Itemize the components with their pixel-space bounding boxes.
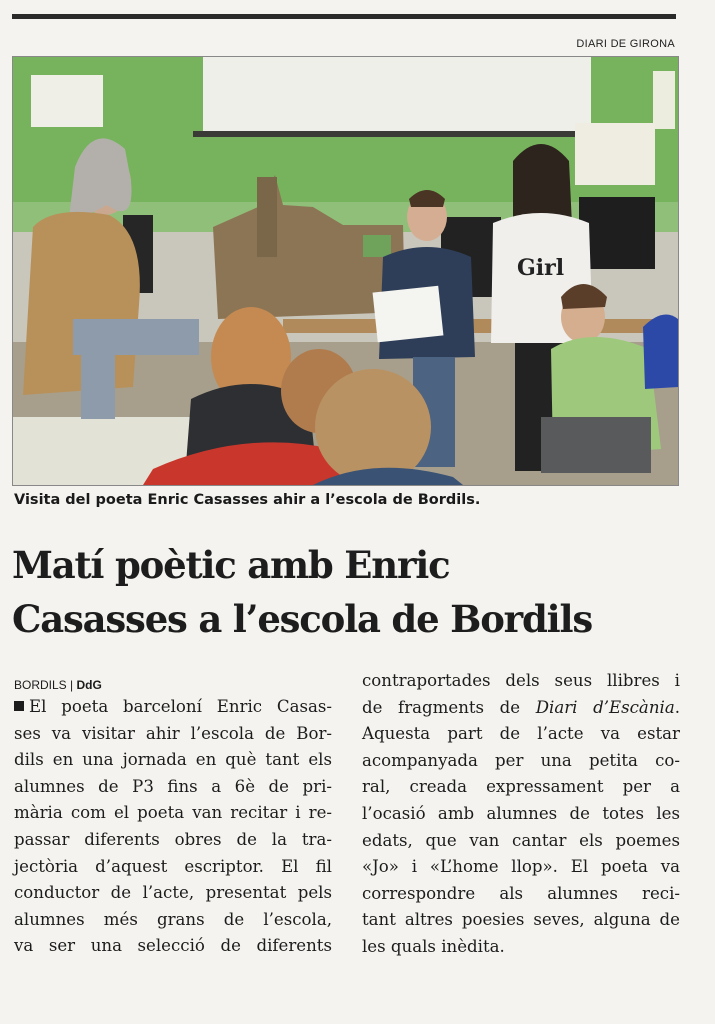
column-right (362, 668, 680, 961)
body-line: alumnes més grans de l’escola, (14, 909, 332, 929)
shirt-text: Girl (517, 255, 565, 281)
photo-caption: Visita del poeta Enric Casasses ahir a l’escola de Bordils. (14, 492, 481, 508)
body-line: l’ocasió amb alumnes de totes les (362, 803, 680, 823)
classroom-photo-icon (13, 57, 678, 485)
body-line: contraportades dels seus llibres i (362, 671, 680, 690)
body-line: tant altres poesies seves, alguna de (362, 910, 680, 930)
body-line: alumnes de P3 fins a 6è de pri- (14, 776, 332, 796)
body-line: conductor de l’acte, presentat pels (14, 883, 332, 903)
headline-line-1: Matí poètic amb Enric (12, 543, 450, 587)
body-line: ral, creada expressament per a (362, 777, 680, 797)
body-line: El poeta barceloní Enric Casas- (14, 694, 332, 721)
body-line: «Jo» i «L’home llop». El poeta va (362, 857, 680, 877)
body-line: va ser una selecció de diferents (14, 936, 332, 956)
headline (12, 538, 692, 646)
body-line: acompanyada per una petita co- (362, 750, 680, 770)
top-rule (12, 14, 676, 19)
body-line: de fragments de Diari d’Escània. (362, 697, 680, 717)
publication-title: Diari d’Escània (535, 697, 675, 717)
article-photo (12, 56, 679, 486)
byline-place: BORDILS | (14, 678, 77, 692)
headline-line-2: Casasses a l’escola de Bordils (12, 597, 592, 641)
byline-agency: DdG (76, 678, 102, 692)
body-line: ses va visitar ahir l’escola de Bor- (14, 723, 332, 743)
body-line: dils en una jornada en què tant els (14, 750, 332, 770)
body-line: passar diferents obres de la tra- (14, 829, 332, 849)
body-line: Aquesta part de l’acte va estar (362, 724, 680, 744)
masthead: DIARI DE GIRONA (576, 38, 675, 50)
column-left (14, 676, 332, 960)
paragraph-marker-icon (14, 701, 24, 711)
body-line: mària com el poeta van recitar i re- (14, 803, 332, 823)
body-line: les quals inèdita. (362, 936, 505, 956)
body-line: jectòria d’aquest escriptor. El fil (14, 856, 332, 876)
body-line: correspondre als alumnes reci- (362, 883, 680, 903)
byline (14, 676, 332, 694)
body-line: edats, que van cantar els poemes (362, 830, 680, 850)
